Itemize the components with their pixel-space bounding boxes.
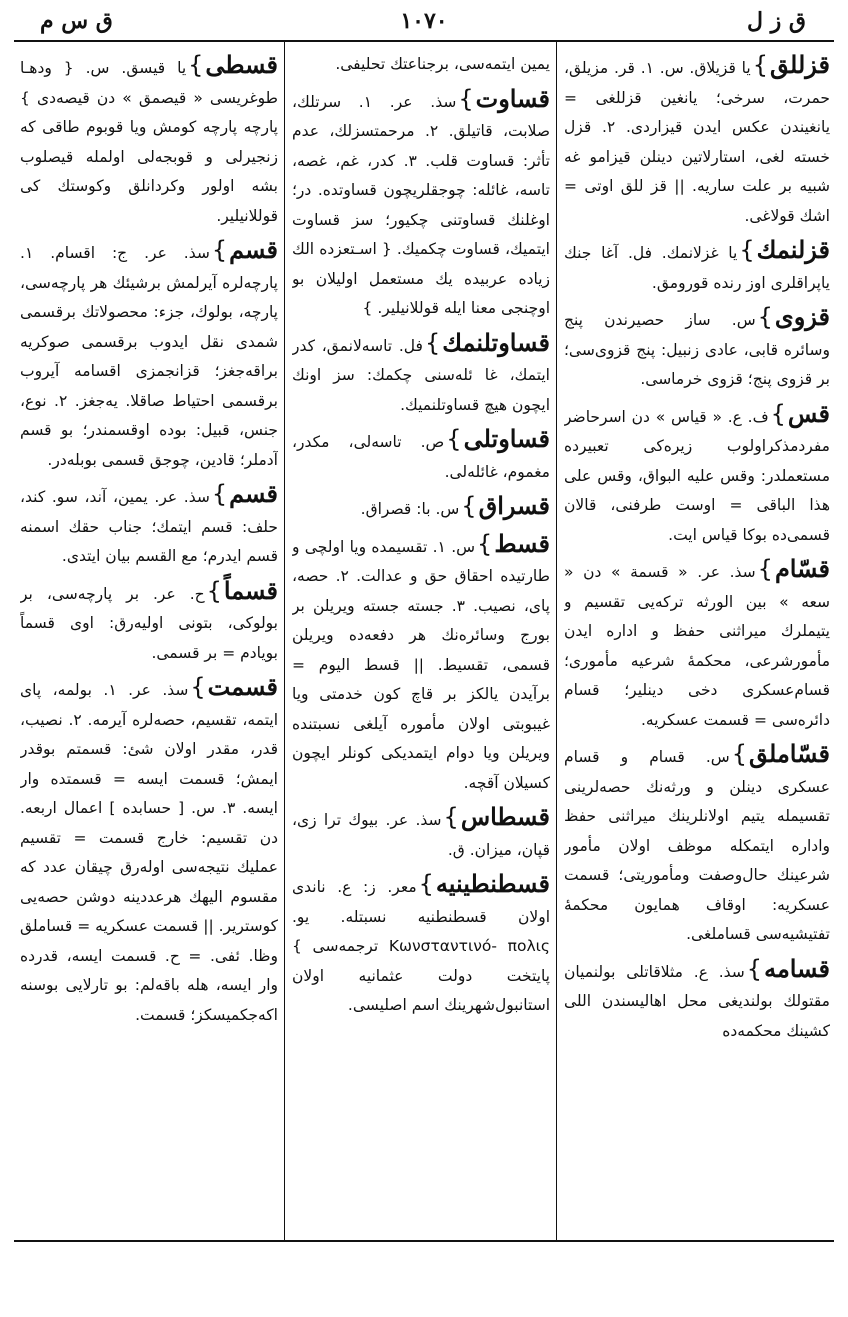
entry-definition: يا قزيلاق. س. ١. قر. مزيلق، حمرت، سرخى؛ يانغين قزللغى = يانغيندن عكس ايدن قيزاردى. ٢. قزل خسته لغى، استارلاتين دينلن قيزامو غه شبيه بر علت ساريه. || قز للق اوتى = اشك قولاغى.	[564, 59, 830, 225]
dictionary-entry	[292, 328, 550, 421]
entry-definition: يا قيسق. س. { ودهـا طوغريسى « قيصمق » دن قيصه‌دى } پارچه پارچه كومش ويا قوبوم طاقى كه زنجيرلى و قوبجه‌لى اولمله قيصلوب بشه اولور وكردانلق وكوستك كى قوللانيلير.	[20, 59, 278, 225]
dictionary-entry	[20, 50, 278, 231]
header-rule	[14, 40, 834, 42]
entry-brace: }	[770, 399, 786, 428]
entry-headword: قساوت	[475, 83, 550, 113]
entry-definition: س. ساز حصيرندن پنج وسائره قابى، عادى زنبيل: پنج قزوى‌سى؛ بر قزوى پنج؛ قزوى خرماسى.	[564, 311, 830, 388]
entry-brace: }	[446, 425, 462, 453]
entry-headword: قساوتلى	[463, 424, 550, 453]
dictionary-entry	[292, 869, 550, 1021]
dictionary-entry	[292, 491, 550, 525]
entry-definition: س. ١. تقسيمده ويا اولچى و طارتيده احقاق حق و عدالت. ٢. حصه، پاى، نصيب. ٣. جسته جسته ويريلن بر بورج وسائره‌نك هر دفعه‌ده ويريلن قسمى، تقسيط. || قسط اليوم = برآيدن يالكز بر قاچ كون خدمتى ويا غيبوبتى اولان مأموره آيلغى نسبتنده ويريلن ويا دوام ايتمديكى كونلر ايچون كسيلان آقچه.	[292, 537, 550, 792]
column-divider-left	[284, 42, 285, 1240]
column-right	[564, 50, 830, 1235]
entry-definition: سذ. ع. مثلاقاتلى بولنميان مقتولك بولنديغى محل اهاليسندن اللى كشينك محكمه‌ده	[564, 962, 830, 1040]
dictionary-entry	[292, 802, 550, 865]
dictionary-entry	[564, 50, 830, 231]
entry-definition: ص. تاسه‌لى، مكدر، مغموم، غائله‌لى.	[292, 433, 550, 481]
entry-headword: قسم	[229, 479, 278, 508]
entry-brace: }	[190, 673, 206, 701]
entry-brace: }	[211, 236, 228, 264]
entry-headword: قسطاس	[460, 802, 550, 831]
entry-brace: }	[418, 870, 434, 898]
dictionary-entry	[20, 672, 278, 1030]
entry-headword: قزوى	[774, 302, 830, 331]
entry-headword: قسّاملق	[748, 739, 830, 768]
entry-brace: }	[746, 954, 763, 983]
entry-brace: }	[206, 576, 222, 605]
entry-headword: قسم	[229, 235, 278, 264]
entry-brace: }	[211, 480, 228, 508]
dictionary-entry	[564, 554, 830, 735]
entry-headword: قسطى	[205, 50, 278, 79]
entry-definition: فل. تاسه‌لانمق، كدر ايتمك، غا ئله‌سنى چكمك: سز اونك ايچون هيچ قساوتلنميك.	[292, 336, 550, 414]
entry-headword: قساوتلنمك	[442, 327, 550, 357]
entry-brace: }	[443, 803, 459, 831]
entry-brace: }	[424, 328, 441, 357]
entry-definition: سذ. عر. يمين، آند، سو. كند، حلف: قسم ايتمك؛ جناب حقك اسمنه قسم ايدرم؛ مع القسم بيان ايتدى.	[20, 488, 278, 565]
entry-brace: }	[757, 303, 773, 331]
page-number: ١٠٧٠	[400, 8, 448, 34]
entry-definition: سذ. عر. « قسمة » دن « سعه » بين الورثه تركه‌يى تقسيم و يتيملرك ميراثنى حفظ و اداره ايدن مأمورشرعى، محكمهٔ شرعيه مأمورى؛ قسام‌عسكرى دخى دينلير؛ قسام دائره‌سى = قسمت عسكريه.	[564, 563, 830, 729]
entry-brace: }	[752, 51, 768, 79]
entry-headword: قسّام	[774, 554, 830, 583]
entry-definition: معر. ز: ع. ناندى اولان قسطنطنيه نسبتله. يو. Κωνσταντινό- πολις ترجمه‌سى } پايتخت دولت عثمانيه اولان استانبول‌شهرينك اسم اصليسى.	[292, 878, 550, 1014]
entry-headword: قسامه	[764, 953, 830, 983]
entry-brace: }	[739, 236, 755, 264]
entry-brace: }	[461, 492, 477, 520]
dictionary-entry	[292, 529, 550, 799]
entry-definition: س. قسام و قسام عسكرى دينلن و ورثه‌نك حصه‌لرينى تقسيمله يتيم اولانلرينك ميراثنى حفظ واداره ايتمكله موظف اولان مأمور شرعينك حال‌وصفت ومأموريتى؛ قسمت عسكريه: اوقاف همايون محكمهٔ تفتيشيه‌سى قساملغى.	[564, 748, 830, 943]
entry-definition: سذ. عر. ١. سرتلك، صلابت، قاتيلق. ٢. مرحمتسزلك، عدم تأثر: قساوت قلب. ٣. كدر، غم، غصه، تاسه، غائله: چوجقلريچون قساوتده. در؛ اوغلنك قساوتنى چكيور؛ سز قساوت ايتميك، قساوت چكميك. { اسـتعزده الك زياده عربيده يك مستعمل اوليلان بو اوچنجى معنا ايله قوللانيلير. }	[292, 92, 550, 317]
column-left	[20, 50, 278, 1235]
entry-headword: قسطنطينيه	[435, 869, 550, 898]
entry-headword: قسماً	[223, 575, 278, 605]
entry-headword: قزلنمك	[756, 235, 830, 264]
dictionary-entry	[20, 576, 278, 669]
dictionary-entry	[564, 739, 830, 950]
entry-definition: سذ. عر. بيوك ترا زى، قپان، ميزان. ق.	[292, 811, 550, 859]
column-middle	[292, 50, 550, 1235]
entry-definition: س. با: قصراق.	[360, 500, 460, 518]
running-head-left: ق س م	[40, 8, 113, 34]
column-divider-right	[556, 42, 557, 1240]
dictionary-entry	[20, 479, 278, 572]
entry-definition: يا غزلانمك. فل. آغا جنك ياپراقلرى اوز رنده قورومق.	[564, 244, 830, 292]
dictionary-entry	[564, 235, 830, 298]
entry-brace: }	[477, 529, 493, 558]
dictionary-entry	[292, 84, 550, 324]
footer-rule	[14, 1240, 834, 1242]
entry-brace: }	[757, 555, 773, 583]
entry-brace: }	[731, 740, 747, 768]
dictionary-entry	[292, 50, 550, 80]
entry-brace: }	[458, 84, 474, 113]
running-head-right: ق ز ل	[747, 8, 806, 34]
dictionary-entry	[564, 399, 830, 551]
entry-definition: ح. عر. بر پارچه‌سى، بر بولوكى، بتونى اوليه‌رق: اوى قسماً بويادم = بر قسمى.	[20, 584, 278, 662]
entry-headword: قسراق	[478, 491, 550, 520]
entry-headword: قس	[787, 398, 830, 428]
entry-definition: سذ. عر. ١. بولمه، پاى ايتمه، تقسيم، حصه‌لره آيرمه. ٢. نصيب، قدر، مقدر اولان شئ: قسمتم بوقدر ايمش؛ قسمت ايسه = قسمتده وار ايسه. ٣. س. [ حسابده ] اعمال اربعه. دن تقسيم: خارج قسمت = تقسيم عمليك نتيجه‌سى اوله‌رق چيقان عدد كه مقسوم اليهك هرعددينه دوشن حصه‌يى كوسترير. || قسمت عسكريه = قساملق وظا. ئفى. = ح. قسمت ايسه، قدرده وار ايسه، هله باقه‌لم: بو تارلايى بوسنه اكه‌جكميسكز؛ قسمت.	[20, 681, 278, 1024]
entry-definition: يمين ايتمه‌سى، برجناعتك تحليفى.	[335, 55, 550, 73]
dictionary-entry	[20, 235, 278, 475]
dictionary-entry	[292, 424, 550, 487]
entry-brace: }	[188, 51, 204, 79]
entry-definition: ف. ع. « قياس » دن اسرحاضر مفردمذكراولوب زيره‌كى تعبيرده مستعملدر: وقس عليه البواق، وقس على هذا الباقى = اوست طرفنى، قالان قسمى‌ده بوكا قياس ايت.	[564, 407, 830, 544]
dictionary-entry	[564, 302, 830, 395]
entry-headword: قسمت	[207, 672, 278, 701]
entry-headword: قزللق	[770, 50, 830, 79]
entry-definition: سذ. عر. ج: اقسام. ١. پارچه‌لره آيرلمش برشيئك هر پارچه‌سى، پارچه، بولوك، جزء: محصولاتك برقسمى شمدى نقل ايدوب برقسمى صوكريه براقه‌جغز؛ قزانجمزى اقسامه آيروب برقسمى احتياط صاقلا. يه‌جغز. ٢. نوع، جنس، قبيل: بوده اوقسمندر؛ بو قسم آدملر؛ قادين، چوجق قسمى بوبله‌در.	[20, 244, 278, 469]
dictionary-entry	[564, 954, 830, 1047]
entry-headword: قسط	[494, 528, 550, 558]
